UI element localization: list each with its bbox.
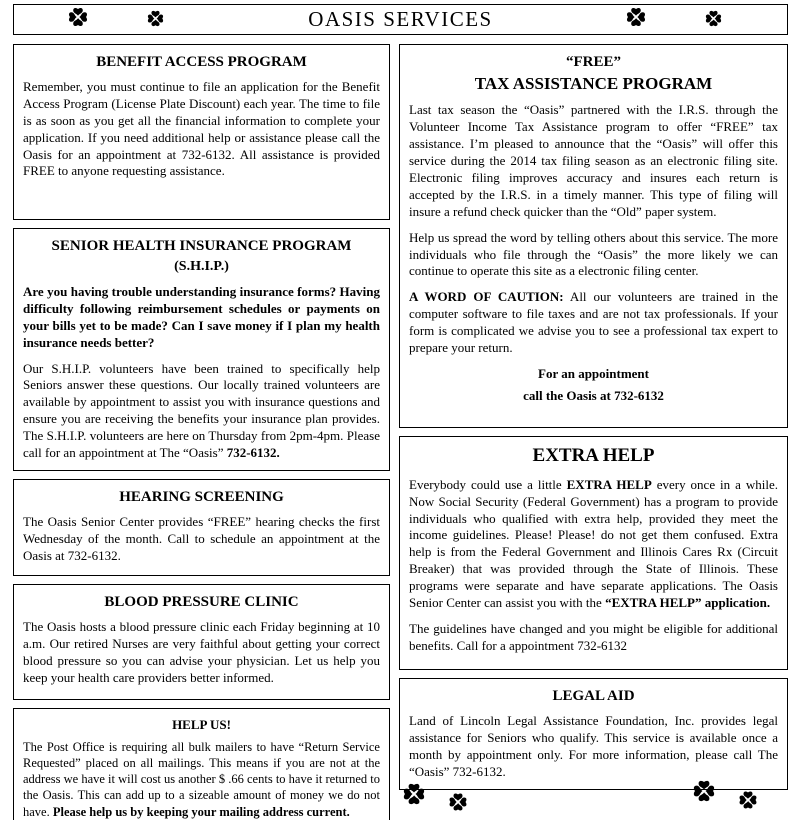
section-title: SENIOR HEALTH INSURANCE PROGRAM [51, 238, 352, 254]
paragraph [23, 739, 380, 820]
section-title: BENEFIT ACCESS PROGRAM [96, 54, 307, 70]
section-help-us [13, 708, 390, 820]
clover-icon [62, 1, 94, 33]
section-extra-help [399, 436, 788, 670]
text-run-bold: EXTRA HELP [566, 476, 652, 492]
section-title [409, 53, 778, 94]
page-header [13, 4, 788, 35]
paragraph-questions: Are you having trouble understanding insurance forms? Having difficulty following reimbursement schedules or payments on your bills yet to be made? Can I save money if I plan my health insurance needs better? [23, 284, 380, 350]
section-hearing-screening [13, 479, 390, 576]
paragraph: The Oasis hosts a blood pressure clinic each Friday beginning at 10 a.m. Our retired Nurses are very faithful about getting your correct blood pressure so you can advise your physician. Let us help you keep your health care providers better informed. [23, 618, 380, 685]
section-blood-pressure-clinic [13, 584, 390, 700]
text-run-bold: Please help us by keeping your mailing address current. [52, 804, 350, 819]
left-column [13, 44, 390, 820]
text-run: All our volunteers are trained in the computer software to file taxes and are not tax professionals. If your form is complicated we advise you to see a professional tax expert to prepare your return. [409, 289, 778, 355]
text-run: Our S.H.I.P. volunteers have been trained to specifically help Seniors answer these questions. Our locally trained volunteers are available by appointment to assist you with insurance questions and ensure you are receiving the benefits your insurance plan provides. The S.H.I.P. volunteers are here on Thursday from 2pm-4pm. Please call for an appointment at The “Oasis” [23, 360, 380, 461]
paragraph [409, 477, 778, 612]
paragraph: Remember, you must continue to file an application for the Benefit Access Program (License Plate Discount) each year. The time to file is as soon as you get all the financial information to complete your application. If you need additional help or assistance please call the Oasis for an appointment at 732-6132. All assistance is provided FREE to anyone requesting assistance. [23, 79, 380, 179]
section-tax-assistance-program [399, 44, 788, 428]
section-title: LEGAL AID [552, 688, 635, 704]
two-column-layout [13, 44, 788, 820]
caution-label: A WORD OF CAUTION: [409, 289, 564, 305]
section-title-line1: “FREE” [565, 54, 621, 70]
section-title-line2: TAX ASSISTANCE PROGRAM [474, 74, 713, 93]
text-run-bold: “EXTRA HELP” application. [605, 595, 771, 611]
appointment-phone-line: call the Oasis at 732-6132 [523, 387, 664, 403]
section-title: BLOOD PRESSURE CLINIC [104, 593, 299, 610]
clover-icon [686, 773, 722, 809]
paragraph-caution [409, 289, 778, 357]
section-legal-aid [399, 678, 788, 790]
clover-icon [620, 1, 652, 33]
section-senior-health-insurance-program [13, 228, 390, 471]
appointment-line: For an appointment [538, 365, 649, 381]
section-title: EXTRA HELP [532, 445, 655, 466]
text-run: Everybody could use a little [409, 476, 567, 492]
paragraph: The guidelines have changed and you might be eligible for additional benefits. Call for a appointment 732-6132 [409, 620, 778, 653]
paragraph: Help us spread the word by telling others about this service. The more individuals who file through the “Oasis” the more likely we can continue to operate this site as a electronic filing center. [409, 229, 778, 279]
clover-icon [142, 5, 169, 32]
page-title: OASIS SERVICES [308, 7, 493, 31]
clover-icon [396, 776, 432, 812]
paragraph: Last tax season the “Oasis” partnered with the I.R.S. through the Volunteer Income Tax Assistance program to offer “FREE” tax assistance. I’m pleased to announce that the “Oasis” will offer this service during the 2014 tax filing season as an electronic filing site. Electronic filing improves accuracy and insures each return is accepted by the I.R.S. in a timely manner. This type of filing will insure a refund check quicker than the “Old” paper system. [409, 102, 778, 219]
clover-icon [443, 787, 473, 817]
clover-icon [700, 5, 727, 32]
phone-number: 732-6132. [226, 445, 280, 461]
clover-icon [733, 785, 763, 815]
section-title: HEARING SCREENING [119, 488, 284, 505]
paragraph [23, 361, 380, 462]
text-run: The Post Office is requiring all bulk mailers to have “Return Service Requested” placed on all mailings. This means if you are not at the address we have it will cost us another $ .66 cents to have it returned to the Oasis. This can add up to a sizeable amount of money we do not have. [23, 739, 380, 819]
section-benefit-access-program [13, 44, 390, 220]
section-title: HELP US! [172, 716, 231, 732]
text-run: every once in a while. Now Social Security (Federal Government) has a program to provide individuals who qualified with extra help, provided they meet the income guidelines. Please! Please! do not get them confused. Extra help is from the Federal Government and Illinois Cares Rx (Circuit Breaker) that was provided through the State of Illinois. These programs were separate and have separate applications. The Oasis Senior Center can assist you with the [409, 476, 778, 611]
paragraph: The Oasis Senior Center provides “FREE” hearing checks the first Wednesday of the month. Call to schedule an appointment at the Oasis at 732-6132. [23, 513, 380, 563]
section-subtitle: (S.H.I.P.) [174, 259, 229, 274]
paragraph: Land of Lincoln Legal Assistance Foundation, Inc. provides legal assistance for Seniors who qualify. This service is available once a month by appointment only. For more information, please call The “Oasis” 732-6132. [409, 713, 778, 779]
right-column [399, 44, 788, 790]
